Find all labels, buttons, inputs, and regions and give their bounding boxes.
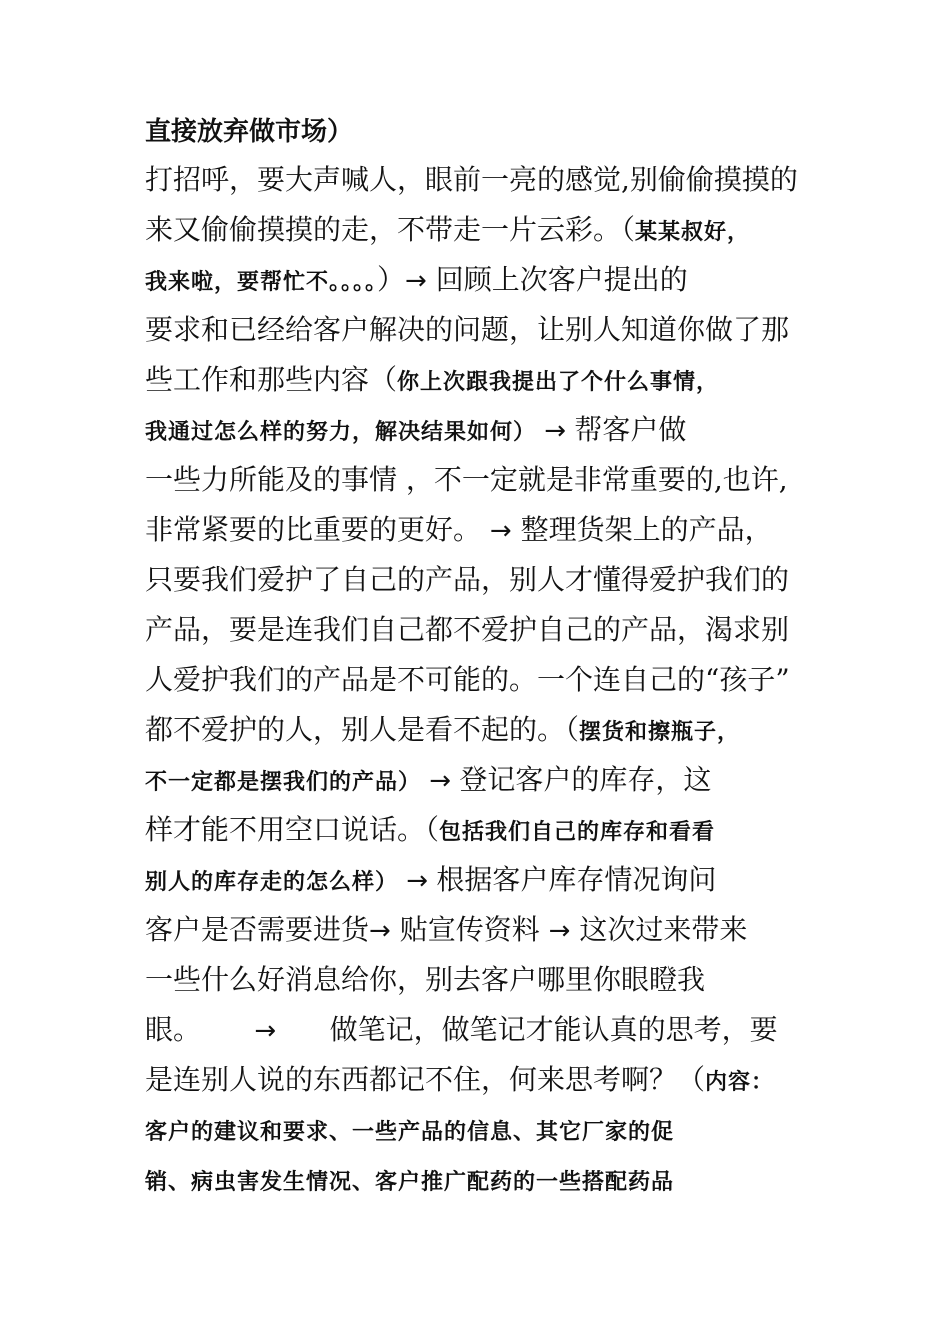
emphasis-text: 客户的建议和要求、一些产品的信息、其它厂家的促 [145, 1120, 675, 1145]
body-text: 做笔记，做笔记才能认真的思考，要 [276, 1013, 778, 1046]
text-line [145, 655, 810, 705]
body-text: 一些力所能及的事情 ，不一定就是非常重要的,也许, [145, 463, 788, 496]
emphasis-text: 别人的库存走的怎么样） [145, 870, 399, 895]
body-text: 打招呼，要大声喊人，眼前一亮的感觉,别偷偷摸摸的 [145, 163, 798, 196]
body-text: 帮客户做 [574, 413, 687, 446]
body-text: 要求和已经给客户解决的问题，让别人知道你做了那 [145, 313, 790, 346]
body-text: 客户是否需要进货 [145, 913, 370, 946]
emphasis-text: 摆货和擦瓶子， [579, 720, 741, 745]
text-line [145, 905, 810, 955]
body-text: 来又偷偷摸摸的走，不带走一片云彩。（ [145, 213, 636, 246]
text-line [145, 205, 810, 255]
body-text: 眼。 [145, 1013, 255, 1046]
body-text: 非常紧要的比重要的更好。 [145, 513, 490, 546]
emphasis-text: 内容： [705, 1070, 775, 1095]
emphasis-text: 你上次跟我提出了个什么事情， [397, 370, 720, 395]
arrow-icon: → [489, 516, 512, 546]
body-text: 这次过来带来 [570, 913, 748, 946]
text-line [145, 305, 810, 355]
body-text: 是连别人说的东西都记不住，何来思考啊？（ [145, 1063, 706, 1096]
text-line [145, 405, 810, 455]
text-line [145, 1005, 810, 1055]
body-text: 贴宣传资料 [390, 913, 549, 946]
body-text: 样才能不用空口说话。（ [145, 813, 440, 846]
body-text: 一些什么好消息给你，别去客户哪里你眼瞪我 [145, 963, 706, 996]
text-line [145, 805, 810, 855]
body-text: 整理货架上的产品， [511, 513, 773, 546]
arrow-icon: → [398, 866, 437, 896]
section-heading: 直接放弃做市场） [145, 117, 354, 147]
emphasis-text: 包括我们自己的库存和看看 [439, 820, 716, 845]
text-line [145, 1155, 810, 1205]
arrow-icon: → [548, 916, 571, 946]
text-line [145, 1105, 810, 1155]
text-line [145, 355, 810, 405]
body-text: 人爱护我们的产品是不可能的。一个连自己的“孩子” [145, 663, 790, 696]
body-text: 都不爱护的人，别人是看不起的。（ [145, 713, 580, 746]
emphasis-text: 不一定都是摆我们的产品） [145, 770, 422, 795]
arrow-icon: → [254, 1016, 277, 1046]
text-line [145, 955, 810, 1005]
text-line [145, 605, 810, 655]
arrow-icon: → [369, 916, 391, 946]
body-paragraph [145, 155, 810, 1205]
body-text: 登记客户的库存，这 [459, 763, 712, 796]
arrow-icon: → [536, 416, 575, 446]
text-line [145, 255, 810, 305]
text-line [145, 155, 810, 205]
emphasis-text: 我来啦，要帮忙不。。。。 [145, 270, 378, 295]
emphasis-text: 某某叔好， [635, 220, 751, 245]
body-text: 根据客户库存情况询问 [436, 863, 717, 896]
text-line [145, 705, 810, 755]
text-line [145, 755, 810, 805]
body-text: 产品，要是连我们自己都不爱护自己的产品，渴求别 [145, 613, 790, 646]
body-text: 回顾上次客户提出的 [426, 263, 688, 296]
body-text: 只要我们爱护了自己的产品，别人才懂得爱护我们的 [145, 563, 790, 596]
body-text: ） [377, 263, 406, 296]
text-line [145, 505, 810, 555]
arrow-icon: → [421, 766, 460, 796]
text-line [145, 555, 810, 605]
text-line [145, 1055, 810, 1105]
emphasis-text: 我通过怎么样的努力，解决结果如何） [145, 420, 537, 445]
emphasis-text: 销、病虫害发生情况、客户推广配药的一些搭配药品 [145, 1170, 675, 1195]
text-line [145, 855, 810, 905]
body-text: 些工作和那些内容（ [145, 363, 398, 396]
arrow-icon: → [405, 266, 427, 296]
text-line [145, 455, 810, 505]
